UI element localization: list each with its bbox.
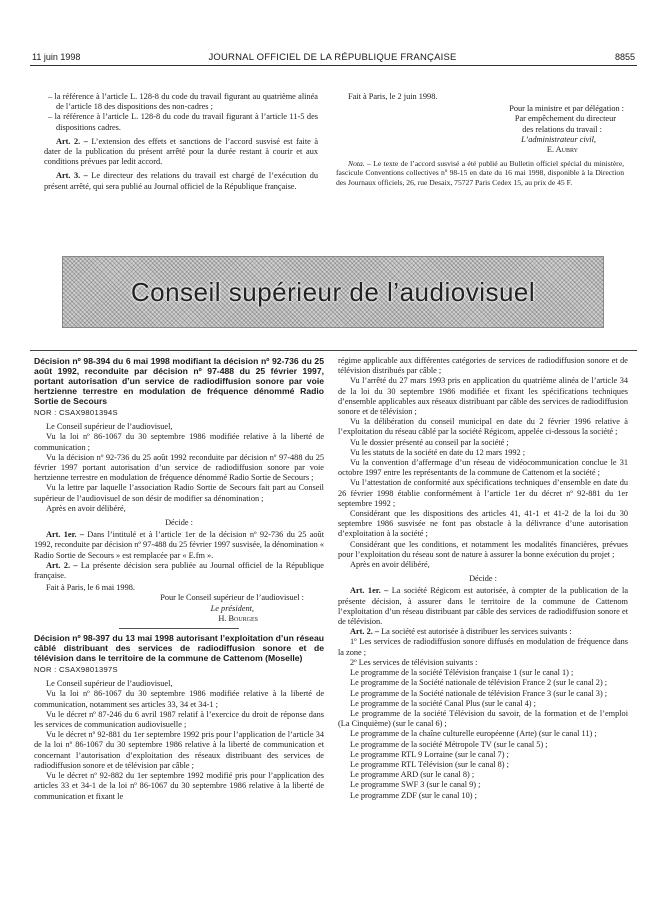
signature-line: Le président, xyxy=(210,603,254,613)
nor-reference: NOR : CSAX9801394S xyxy=(34,408,118,417)
list-item: Le programme de la Société nationale de télévision France 2 (sur le canal 2) ; xyxy=(350,678,608,688)
journal-title: JOURNAL OFFICIEL DE LA RÉPUBLIQUE FRANÇAISE xyxy=(208,52,457,63)
paragraph: Vu l’arrêté du 27 mars 1993 pris en application du quatrième alinéa de l’article 34 de la loi du 30 septembre 1986 modifiée et fixant les spécifications techniques d’ensemble applicables aux réseaux distribuant par câble des services de radiodiffusion sonore et de télévision ; xyxy=(338,376,628,417)
list-item: Le programme RTL 9 Lorraine (sur le canal 7) ; xyxy=(350,749,509,759)
lower-left-column xyxy=(34,356,324,802)
list-item: Le programme ZDF (sur le canal 10) ; xyxy=(350,790,477,800)
article-2: Art. 2. – La société est autorisée à distribuer les services suivants : xyxy=(350,627,572,637)
list-item: 2º Les services de télévision suivants : xyxy=(350,657,478,667)
paragraph: Vu la délibération du conseil municipal en date du 2 février 1996 relative à l’exploitation du réseau câblé par la société Régicom, appelée ci-dessous la société ; xyxy=(338,417,628,437)
article-3: Art. 3. – Le directeur des relations du travail est chargé de l’exécution du présent arrêté, qui sera publié au Journal officiel de la République française. xyxy=(44,171,318,191)
list-item: – la référence à l’article L. 128-8 du code du travail figurant au quatrième alinéa de l’article 18 des dispositions des non-cadres ; xyxy=(48,92,318,112)
paragraph: Vu la loi nº 86-1067 du 30 septembre 1986 modifiée relative à la liberté de communication ; xyxy=(34,432,324,452)
decide-heading: Décide : xyxy=(165,518,193,528)
signature-line: L’administrateur civil, xyxy=(521,134,596,144)
paragraph: Vu le décret nº 92-882 du 1er septembre 1992 modifié pris pour l’application des articles 33 et 34-1 de la loi nº 86-1067 du 30 septembre 1986 relative à la liberté de communication et fixant le xyxy=(34,771,324,801)
list-item: Le programme de la société Télévision française 1 (sur le canal 1) ; xyxy=(350,668,574,678)
article-2: Art. 2. – L’extension des effets et sanctions de l’accord susvisé est faite à dater de la publication du présent arrêté pour la durée restant à courir et aux conditions prévues par ledit accord. xyxy=(44,136,319,167)
list-item: Le programme RTL Télévision (sur le canal 8) ; xyxy=(350,759,509,769)
section-title: Conseil supérieur de l’audiovisuel xyxy=(130,276,536,307)
decision-title: Décision nº 98-394 du 6 mai 1998 modifiant la décision nº 92-736 du 25 août 1992, reconduite par décision nº 97-488 du 25 février 1997, portant autorisation d’un service de radiodiffusion sonore par voie hertzienne terrestre en modulation de fréquence dénommé Radio Sortie de Secours xyxy=(34,356,324,406)
paragraph: Vu la décision nº 92-736 du 25 août 1992 reconduite par décision nº 97-488 du 25 février 1997 portant autorisation d’un service de radiodiffusion sonore par voie hertzienne terrestre en modulation de fréquence dénommé Radio Sortie de Secours ; xyxy=(34,452,324,483)
list-item: Le programme de la Société nationale de télévision France 3 (sur le canal 3) ; xyxy=(350,688,608,698)
paragraph: régime applicable aux différentes catégories de services de radiodiffusion sonore et de télévision distribués par câble ; xyxy=(338,356,628,376)
signature-line: Pour la ministre et par délégation : xyxy=(509,104,624,114)
article-2: Art. 2. – La présente décision sera publiée au Journal officiel de la République française. xyxy=(34,560,324,581)
decide-heading: Décide : xyxy=(469,574,497,584)
paragraph: Considérant que les dispositions des articles 41, 41-1 et 41-2 de la loi du 30 septembre 1986 susvisée ne font pas obstacle à la délivrance d’une autorisation d’exploitation à la société ; xyxy=(338,509,628,539)
paragraph: Après en avoir délibéré, xyxy=(46,503,126,513)
list-item: Le programme SWF 3 (sur le canal 9) ; xyxy=(350,780,481,790)
section-banner xyxy=(62,256,604,328)
paragraph: Vu les statuts de la société en date du 12 mars 1992 ; xyxy=(350,447,526,457)
lower-right-column xyxy=(338,356,628,801)
list-item: Le programme de la chaîne culturelle européenne (Arte) (sur le canal 11) ; xyxy=(350,729,597,739)
top-right-column xyxy=(336,92,624,187)
paragraph: Le Conseil supérieur de l’audiovisuel, xyxy=(46,679,173,689)
paragraph: Vu le dossier présenté au conseil par la société ; xyxy=(350,437,509,447)
nor-reference: NOR : CSAX9801397S xyxy=(34,665,118,675)
paragraph: Le Conseil supérieur de l’audiovisuel, xyxy=(46,422,173,432)
signature-line: Pour le Conseil supérieur de l’audiovisuel : xyxy=(160,593,304,603)
signature-line: des relations du travail : xyxy=(522,124,602,134)
signature-name: E. Aubry xyxy=(546,145,578,155)
paragraph: Vu l’attestation de conformité aux spécifications techniques d’ensemble en date du 26 février 1998 établie conformément à l’article 1er du décret nº 92-881 du 1er septembre 1992 ; xyxy=(338,478,628,508)
signature-name: H. Bourges xyxy=(218,613,258,623)
list-item: Le programme de la société Télévision du savoir, de la formation et de l’emploi (La Cinquième) (sur le canal 6) ; xyxy=(338,708,628,729)
paragraph: Vu la convention d’affermage d’un réseau de vidéocommunication conclue le 31 octobre 1997 entre les représentants de la commune de Cattenom et la société ; xyxy=(338,458,628,478)
place-date: Fait à Paris, le 6 mai 1998. xyxy=(46,583,135,593)
decision-title: Décision nº 98-397 du 13 mai 1998 autorisant l’exploitation d’un réseau câblé distribuant des services de radiodiffusion sonore et de télévision dans le territoire de la commune de Cattenom (Moselle) xyxy=(34,633,324,664)
top-left-column xyxy=(44,92,318,192)
list-item: Le programme de la société Canal Plus (sur le canal 4) ; xyxy=(350,698,536,708)
paragraph: Vu la lettre par laquelle l’association Radio Sortie de Secours fait part au Conseil supérieur de l’audiovisuel de son désir de modifier sa dénomination ; xyxy=(34,483,324,503)
header-rule xyxy=(30,65,637,66)
list-item: Le programme de la société Métropole TV (sur le canal 5) ; xyxy=(350,739,548,749)
nota: Nota. – Le texte de l’accord susvisé a été publié au Bulletin officiel spécial du ministère, fascicule Conventions collectives nº 98-15 en date du 16 mai 1998, disponible à la Direction des Journaux officiels, 26, rue Desaix, 75727 Paris Cedex 15, au prix de 45 F. xyxy=(336,159,624,187)
paragraph: Vu la loi nº 86-1067 du 30 septembre 1986 modifiée relative à la liberté de communication, notamment ses articles 33, 34 et 34-1 ; xyxy=(34,689,324,709)
page-number: 8855 xyxy=(614,52,635,62)
paragraph: Vu le décret nº 92-881 du 1er septembre 1992 pris pour l’application de l’article 34 de la loi nº 86-1067 du 30 septembre 1986 relative à la liberté de communication et concernant l’autorisation d’exploitation des réseaux distribuant des services de radiodiffusion sonore et de télévision par câble ; xyxy=(34,730,324,770)
list-item: – la référence à l’article L. 128-8 du code du travail figurant à l’article 11-5 des dispositions cadres. xyxy=(48,112,318,132)
paragraph: Après en avoir délibéré, xyxy=(350,560,430,570)
paragraph: Vu le décret nº 87-246 du 6 avril 1987 relatif à l’exercice du droit de réponse dans les services de communication audiovisuelle ; xyxy=(34,709,324,730)
signature-line: Par empêchement du directeur xyxy=(514,114,616,124)
place-date: Fait à Paris, le 2 juin 1998. xyxy=(348,92,438,101)
list-item: Le programme ARD (sur le canal 8) ; xyxy=(350,770,475,780)
list-item: 1º Les services de radiodiffusion sonore diffusés en modulation de fréquence dans la zone ; xyxy=(338,637,628,657)
article-1: Art. 1er. – La société Régicom est autorisée, à compter de la publication de la présente décision, à assurer dans le territoire de la commune de Cattenom l’exploitation d’un réseau distribuant par câble des services de radiodiffusion sonore et de télévision. xyxy=(338,586,629,627)
page-date: 11 juin 1998 xyxy=(32,52,81,62)
paragraph: Considérant que les conditions, et notamment les modalités financières, prévues pour l’exploitation du réseau sont de nature à assurer la bonne exécution du projet ; xyxy=(338,539,628,559)
section-rule xyxy=(30,350,637,351)
article-1: Art. 1er. – Dans l’intitulé et à l’article 1er de la décision nº 92-736 du 25 août 1992, reconduite par décision nº 97-488 du 25 février 1997 susvisée, la dénomination « Radio Sortie de Secours » est remplacée par « E.fm ». xyxy=(34,530,325,560)
